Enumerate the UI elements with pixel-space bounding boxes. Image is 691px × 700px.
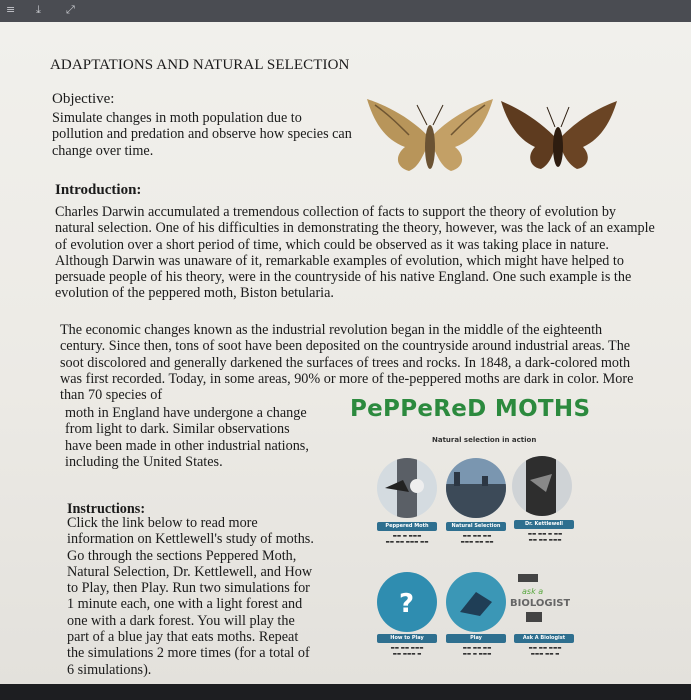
play-tile-image[interactable] [446, 572, 506, 632]
natural-selection-caption: ▬▬ ▬▬ ▬▬ ▬▬▬ ▬▬ ▬▬ [460, 534, 494, 545]
objective-heading: Objective: [52, 91, 115, 107]
tab-play[interactable]: Play [446, 634, 506, 643]
svg-text:ask a: ask a [522, 587, 544, 596]
objective-text: Simulate changes in moth population due to pollution and predation and observe how species can change over time. [52, 110, 352, 159]
peppered-moths-title: PePPeReD MOTHS [350, 396, 591, 422]
play-caption: ▬▬ ▬▬ ▬▬ ▬▬ ▬ ▬▬▬ [462, 646, 492, 657]
tab-how-to-play[interactable]: How to Play [377, 634, 437, 643]
instructions-text: Click the link below to read more information on Kettlewell's study of moths. Go through the sections Peppered Moth, Natural Selection, Dr. Kettlewell, and How to Play, then Play. Run two simulations for 1 minute each, one with a light forest and one with a dark forest. You will play the part of a blue jay that eats moths. Repeat the simulations 2 more times (for a total of 6 simulations). [67, 515, 314, 678]
tab-dr-kettlewell[interactable]: Dr. Kettlewell [514, 520, 574, 529]
question-mark-icon [377, 572, 437, 632]
light-moth-image [367, 99, 493, 171]
viewer-toolbar [0, 0, 691, 22]
industrial-paragraph-part1: The economic changes known as the industrial revolution began in the middle of the eighteenth century. Since then, tons of soot have been deposited on the countryside around industrial areas. The soot discolored and generally darkened the surfaces of trees and rocks. In 1848, a dark-colored moth was first recorded. Today, in some areas, 90% or more of the-peppered moths are dark in color. More than 70 species of [60, 322, 634, 404]
natural-selection-tile-image[interactable] [446, 458, 506, 518]
biologist-logo-text: BIOLOGIST [510, 598, 570, 609]
introduction-text: Charles Darwin accumulated a tremendous collection of facts to support the theory of evolution by natural selection. One of his difficulties in demonstrating the theory, however, was the lack of an example of evolution over a short period of time, which could be observed as it was taking place in nature. Although Darwin was unaware of it, remarkable examples of evolution, which might have helped to persuade people of his theory, were in the countryside of his native England. One such example is the evolution of the peppered moth, Biston betularia. [55, 204, 655, 302]
blue-jay-icon [446, 572, 506, 632]
moth-photos [365, 95, 625, 177]
ask-a-biologist-logo[interactable] [508, 574, 570, 624]
how-to-play-tile-image[interactable] [377, 572, 437, 632]
tab-ask-a-biologist[interactable]: Ask A Biologist [514, 634, 574, 643]
tab-peppered-moth[interactable]: Peppered Moth [377, 522, 437, 531]
menu-icon[interactable]: ≡ [6, 3, 16, 16]
moth-on-tree-icon [377, 458, 437, 518]
bottom-bar [0, 684, 691, 700]
svg-text:?: ? [399, 589, 415, 619]
ask-a-biologist-caption: ▬▬ ▬▬ ▬▬▬ ▬▬▬ ▬▬ ▬ [528, 646, 562, 657]
industrial-skyline-icon [446, 458, 506, 518]
how-to-play-caption: ▬▬ ▬▬ ▬▬▬ ▬▬ ▬▬▬ ▬ [390, 646, 424, 657]
expand-icon[interactable]: ⤢ [66, 3, 75, 16]
document-title: ADAPTATIONS AND NATURAL SELECTION [50, 57, 350, 73]
dr-kettlewell-caption: ▬▬ ▬▬ ▬ ▬▬ ▬▬ ▬▬ ▬▬▬ [527, 532, 563, 543]
dark-moth-on-bark-icon [512, 456, 572, 516]
peppered-moth-tile-image[interactable] [377, 458, 437, 518]
industrial-paragraph-part2: moth in England have undergone a change from light to dark. Similar observations have been made in other industrial nations, including the United States. [65, 405, 309, 470]
dark-moth-image [501, 101, 617, 169]
instructions-heading: Instructions: [67, 501, 146, 517]
introduction-heading: Introduction: [55, 182, 142, 198]
download-icon[interactable]: ⤓ [36, 3, 41, 16]
dr-kettlewell-tile-image[interactable] [512, 456, 572, 516]
tab-natural-selection[interactable]: Natural Selection [446, 522, 506, 531]
peppered-moth-caption: ▬▬ ▬ ▬▬▬ ▬▬ ▬▬ ▬▬▬ ▬▬ [385, 534, 429, 545]
peppered-moths-subtitle: Natural selection in action [432, 436, 537, 444]
